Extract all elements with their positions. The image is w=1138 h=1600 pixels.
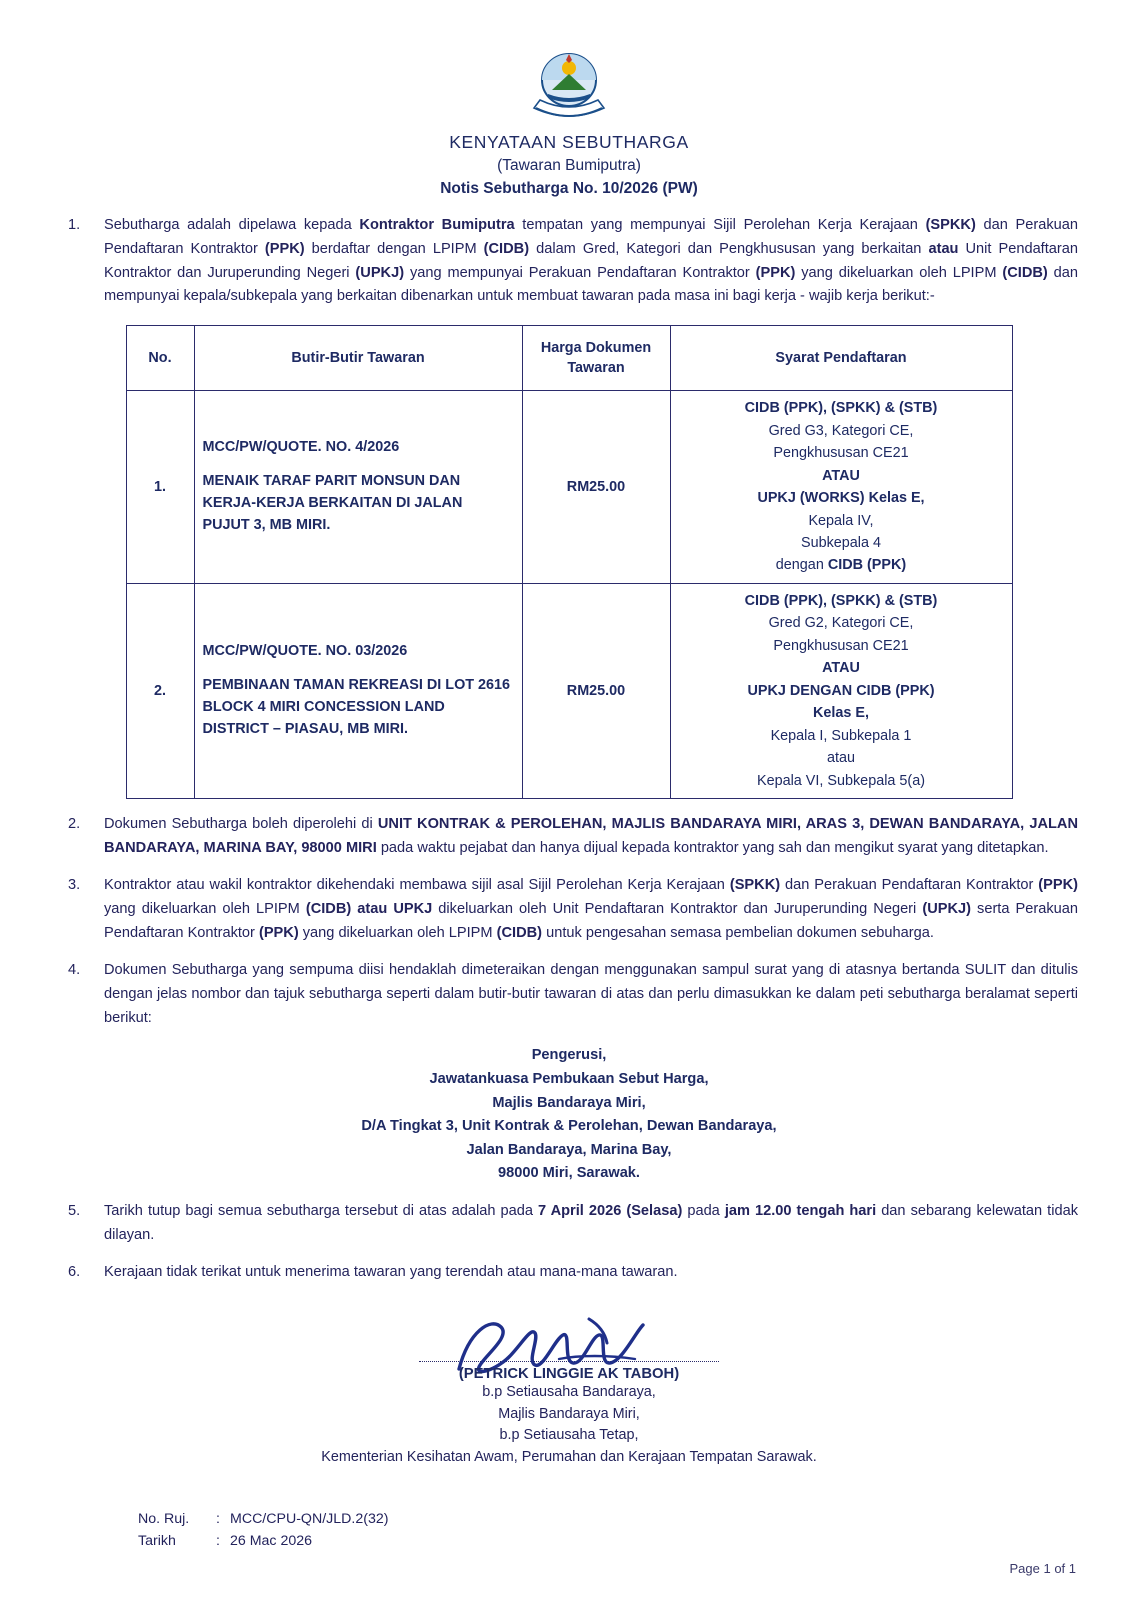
signatory-role-4: Kementerian Kesihatan Awam, Perumahan dan Kerajaan Tempatan Sarawak.: [321, 1448, 817, 1465]
footer-date-separator: :: [216, 1533, 220, 1550]
row-1-no: 1.: [126, 391, 194, 584]
clause-6-text: Kerajaan tidak terikat untuk menerima tawaran yang terendah atau mana-mana tawaran.: [104, 1264, 678, 1281]
clause-6-number: 6.: [68, 1264, 81, 1281]
row-2-no: 2.: [126, 583, 194, 798]
footer-reference-label: No. Ruj.: [138, 1511, 190, 1528]
clause-1-number: 1.: [68, 217, 81, 234]
tender-items-table: [126, 325, 1013, 799]
signatory-name: (PETRICK LINGGIE AK TABOH): [458, 1366, 680, 1383]
submission-address: [60, 1044, 1078, 1186]
address-line-1: Pengerusi,: [531, 1047, 607, 1064]
subtitle: (Tawaran Bumiputra): [497, 157, 641, 175]
row-2-item: [194, 583, 522, 798]
notice-number: Notis Sebutharga No. 10/2026 (PW): [440, 179, 698, 197]
clause-1-text: Sebutharga adalah dipelawa kepada Kontraktor Bumiputra tempatan yang mempunyai Sijil Perolehan Kerja Kerajaan (SPKK) dan Perakuan Pendaftaran Kontraktor (PPK) berdaftar dengan LPIPM (CIDB) dalam Gred, Kategori dan Pengkhususan yang berkaitan atau Unit Pendaftaran Kontraktor dan Juruperunding Negeri (UPKJ) yang mempunyai Perakuan Pendaftaran Kontraktor (PPK) yang dikeluarkan oleh LPIPM (CIDB) dan mempunyai kepala/subkepala yang berkaitan dibenarkan untuk membuat tawaran pada masa ini bagi kerja - wajib kerja berikut:-: [104, 217, 1079, 305]
address-line-6: 98000 Miri, Sarawak.: [498, 1165, 640, 1182]
column-header-requirement: Syarat Pendaftaran: [670, 325, 1012, 390]
signatory-role-1: b.p Setiausaha Bandaraya,: [482, 1384, 656, 1401]
page-title: KENYATAAN SEBUTHARGA: [449, 132, 689, 152]
signatory-role-3: b.p Setiausaha Tetap,: [499, 1427, 639, 1444]
clause-5: [60, 1200, 1078, 1247]
row-2-description: PEMBINAAN TAMAN REKREASI DI LOT 2616 BLOCK 4 MIRI CONCESSION LAND DISTRICT – PIASAU, MB MIRI.: [202, 677, 511, 737]
row-1-requirement: CIDB (PPK), (SPKK) & (STB) Gred G3, Kategori CE, Pengkhususan CE21 ATAU UPKJ (WORKS) Kelas E, Kepala IV, Subkepala 4 dengan CIDB (PPK): [670, 391, 1012, 584]
column-header-price: Harga Dokumen Tawaran: [522, 325, 670, 390]
row-1-reference: MCC/PW/QUOTE. NO. 4/2026: [202, 439, 400, 456]
footer-date-row: [138, 1530, 1078, 1552]
row-1-item: [194, 391, 522, 584]
crest-container: [60, 46, 1078, 124]
row-2-reference: MCC/PW/QUOTE. NO. 03/2026: [202, 643, 408, 660]
row-2-requirement: CIDB (PPK), (SPKK) & (STB) Gred G2, Kategori CE, Pengkhususan CE21 ATAU UPKJ DENGAN CIDB (PPK) Kelas E, Kepala I, Subkepala 1 atau Kepala VI, Subkepala 5(a): [670, 583, 1012, 798]
footer-date-value: 26 Mac 2026: [230, 1533, 313, 1550]
clause-2: [60, 813, 1078, 860]
signatory-role-2: Majlis Bandaraya Miri,: [498, 1405, 640, 1422]
clause-2-text: Dokumen Sebutharga boleh diperolehi di UNIT KONTRAK & PEROLEHAN, MAJLIS BANDARAYA MIRI, ARAS 3, DEWAN BANDARAYA, JALAN BANDARAYA, MARINA BAY, 98000 MIRI pada waktu pejabat dan hanya dijual kepada kontraktor yang sah dan mengikut syarat yang ditetapkan.: [104, 816, 1078, 856]
document-footer: [60, 1508, 1078, 1552]
page-number: Page 1 of 1: [1009, 1561, 1076, 1576]
municipal-council-crest-icon: [526, 46, 612, 124]
clause-2-number: 2.: [68, 816, 81, 833]
clause-3-number: 3.: [68, 877, 81, 894]
clause-1: [60, 214, 1078, 309]
row-2-price: RM25.00: [522, 583, 670, 798]
footer-reference-value: MCC/CPU-QN/JLD.2(32): [230, 1511, 389, 1528]
table-header-row: [126, 325, 1012, 390]
footer-reference-row: [138, 1508, 1078, 1530]
table-row: [126, 583, 1012, 798]
clause-4-number: 4.: [68, 962, 81, 979]
address-line-3: Majlis Bandaraya Miri,: [492, 1094, 646, 1111]
address-line-5: Jalan Bandaraya, Marina Bay,: [466, 1141, 672, 1158]
footer-reference-separator: :: [216, 1511, 220, 1528]
row-1-price: RM25.00: [522, 391, 670, 584]
signature-block: [60, 1311, 1078, 1468]
clause-5-number: 5.: [68, 1203, 81, 1220]
row-1-description: MENAIK TARAF PARIT MONSUN DAN KERJA-KERJA BERKAITAN DI JALAN PUJUT 3, MB MIRI.: [202, 473, 463, 533]
column-header-item: Butir-Butir Tawaran: [194, 325, 522, 390]
document-title-block: [60, 130, 1078, 200]
clause-4: [60, 959, 1078, 1030]
clause-6: [60, 1261, 1078, 1285]
column-header-no: No.: [126, 325, 194, 390]
clause-3-text: Kontraktor atau wakil kontraktor dikehendaki membawa sijil asal Sijil Perolehan Kerja Kerajaan (SPKK) dan Perakuan Pendaftaran Kontraktor (PPK) yang dikeluarkan oleh LPIPM (CIDB) atau UPKJ dikeluarkan oleh Unit Pendaftaran Kontraktor dan Juruperunding Negeri (UPKJ) serta Perakuan Pendaftaran Kontraktor (PPK) yang dikeluarkan oleh LPIPM (CIDB) untuk pengesahan semasa pembelian dokumen sebuharga.: [104, 877, 1079, 941]
clause-5-text: Tarikh tutup bagi semua sebutharga tersebut di atas adalah pada 7 April 2026 (Selasa) pada jam 12.00 tengah hari dan sebarang kelewatan tidak dilayan.: [104, 1203, 1079, 1243]
clause-3: [60, 874, 1078, 945]
address-line-4: D/A Tingkat 3, Unit Kontrak & Perolehan, Dewan Bandaraya,: [361, 1118, 777, 1135]
footer-date-label: Tarikh: [138, 1533, 176, 1550]
clause-4-text: Dokumen Sebutharga yang sempuma diisi hendaklah dimeteraikan dengan menggunakan sampul surat yang di atasnya bertanda SULIT dan ditulis dengan jelas nombor dan tajuk sebutharga seperti dalam butir-butir tawaran di atas dan perlu dimasukkan ke dalam peti sebutharga beralamat seperti berikut:: [104, 962, 1078, 1026]
table-row: [126, 391, 1012, 584]
address-line-2: Jawatankuasa Pembukaan Sebut Harga,: [429, 1070, 709, 1087]
